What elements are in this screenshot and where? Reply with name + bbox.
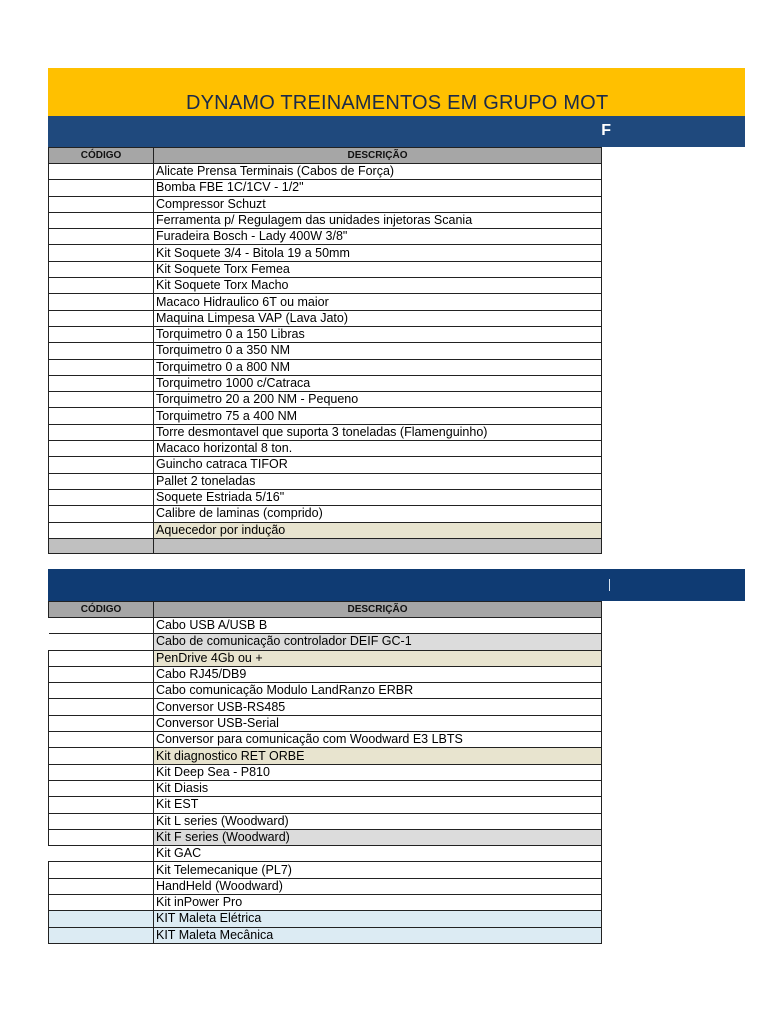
description-cell[interactable]: Kit Soquete Torx Macho xyxy=(154,278,602,294)
table-row xyxy=(49,699,602,715)
description-cell[interactable]: Pallet 2 toneladas xyxy=(154,473,602,489)
description-cell[interactable]: Cabo USB A/USB B xyxy=(154,618,602,634)
table-row xyxy=(49,732,602,748)
code-cell[interactable] xyxy=(49,715,154,731)
description-cell[interactable]: Kit Diasis xyxy=(154,780,602,796)
description-cell[interactable]: Maquina Limpesa VAP (Lava Jato) xyxy=(154,310,602,326)
table-row xyxy=(49,862,602,878)
table-row xyxy=(49,878,602,894)
table-row xyxy=(49,618,602,634)
code-cell[interactable] xyxy=(49,375,154,391)
table-row xyxy=(49,489,602,505)
code-cell[interactable] xyxy=(49,618,154,634)
table-row xyxy=(49,813,602,829)
table-row xyxy=(49,359,602,375)
code-cell[interactable] xyxy=(49,310,154,326)
code-cell[interactable] xyxy=(49,666,154,682)
description-cell[interactable]: Guincho catraca TIFOR xyxy=(154,457,602,473)
code-cell[interactable] xyxy=(49,846,154,862)
section-band-2 xyxy=(48,569,745,601)
description-cell[interactable]: Macaco Hidraulico 6T ou maior xyxy=(154,294,602,310)
table-row xyxy=(49,780,602,796)
code-cell[interactable] xyxy=(49,343,154,359)
code-cell[interactable] xyxy=(49,538,154,553)
description-cell[interactable]: Kit EST xyxy=(154,797,602,813)
table-row xyxy=(49,261,602,277)
description-cell[interactable]: KIT Maleta Mecânica xyxy=(154,927,602,943)
description-cell[interactable]: Kit Telemecanique (PL7) xyxy=(154,862,602,878)
column-header-code[interactable]: CÓDIGO xyxy=(49,602,154,618)
table-row xyxy=(49,457,602,473)
code-cell[interactable] xyxy=(49,473,154,489)
code-cell[interactable] xyxy=(49,245,154,261)
diagnostics-table xyxy=(48,601,602,944)
description-cell[interactable]: Torquimetro 0 a 800 NM xyxy=(154,359,602,375)
description-cell[interactable]: Bomba FBE 1C/1CV - 1/2" xyxy=(154,180,602,196)
description-cell[interactable]: Kit Soquete Torx Femea xyxy=(154,261,602,277)
description-cell[interactable]: HandHeld (Woodward) xyxy=(154,878,602,894)
code-cell[interactable] xyxy=(49,797,154,813)
column-header-description[interactable]: DESCRIÇÃO xyxy=(154,148,602,164)
code-cell[interactable] xyxy=(49,732,154,748)
description-cell[interactable]: PenDrive 4Gb ou + xyxy=(154,650,602,666)
tools-table xyxy=(48,147,602,554)
table-header-row xyxy=(49,148,602,164)
code-cell[interactable] xyxy=(49,911,154,927)
table-row xyxy=(49,522,602,538)
table-row xyxy=(49,650,602,666)
description-cell[interactable]: Torre desmontavel que suporta 3 toneladas (Flamenguinho) xyxy=(154,424,602,440)
code-cell[interactable] xyxy=(49,212,154,228)
column-header-code[interactable]: CÓDIGO xyxy=(49,148,154,164)
column-header-description[interactable]: DESCRIÇÃO xyxy=(154,602,602,618)
table-row xyxy=(49,764,602,780)
band-letter: F xyxy=(601,122,611,139)
table-row xyxy=(49,911,602,927)
code-cell[interactable] xyxy=(49,229,154,245)
description-cell[interactable]: Alicate Prensa Terminais (Cabos de Força) xyxy=(154,164,602,180)
table-row xyxy=(49,375,602,391)
code-cell[interactable] xyxy=(49,489,154,505)
code-cell[interactable] xyxy=(49,359,154,375)
table-row xyxy=(49,326,602,342)
table-header-row xyxy=(49,602,602,618)
description-cell[interactable]: Kit L series (Woodward) xyxy=(154,813,602,829)
table-row xyxy=(49,310,602,326)
code-cell[interactable] xyxy=(49,522,154,538)
code-cell[interactable] xyxy=(49,278,154,294)
table-row xyxy=(49,927,602,943)
code-cell[interactable] xyxy=(49,457,154,473)
table-row xyxy=(49,829,602,845)
code-cell[interactable] xyxy=(49,878,154,894)
description-cell[interactable]: KIT Maleta Elétrica xyxy=(154,911,602,927)
code-cell[interactable] xyxy=(49,764,154,780)
description-cell[interactable]: Kit GAC xyxy=(154,846,602,862)
table-row xyxy=(49,748,602,764)
table-row xyxy=(49,538,602,553)
table-row xyxy=(49,392,602,408)
description-cell[interactable]: Calibre de laminas (comprido) xyxy=(154,506,602,522)
code-cell[interactable] xyxy=(49,326,154,342)
table-row xyxy=(49,715,602,731)
table-row xyxy=(49,473,602,489)
table-row xyxy=(49,424,602,440)
code-cell[interactable] xyxy=(49,164,154,180)
description-cell[interactable]: Kit Deep Sea - P810 xyxy=(154,764,602,780)
table-row xyxy=(49,196,602,212)
table-row xyxy=(49,895,602,911)
table-row xyxy=(49,343,602,359)
code-cell[interactable] xyxy=(49,813,154,829)
description-cell[interactable]: Cabo RJ45/DB9 xyxy=(154,666,602,682)
code-cell[interactable] xyxy=(49,927,154,943)
code-cell[interactable] xyxy=(49,392,154,408)
table-row xyxy=(49,278,602,294)
table-row xyxy=(49,212,602,228)
description-cell[interactable]: Cabo de comunicação controlador DEIF GC-1 xyxy=(154,634,602,650)
description-cell[interactable]: Torquimetro 0 a 350 NM xyxy=(154,343,602,359)
description-cell[interactable]: Aquecedor por indução xyxy=(154,522,602,538)
code-cell[interactable] xyxy=(49,294,154,310)
description-cell[interactable]: Ferramenta p/ Regulagem das unidades injetoras Scania xyxy=(154,212,602,228)
code-cell[interactable] xyxy=(49,862,154,878)
description-cell[interactable]: Torquimetro 1000 c/Catraca xyxy=(154,375,602,391)
code-cell[interactable] xyxy=(49,780,154,796)
description-cell[interactable]: Torquimetro 20 a 200 NM - Pequeno xyxy=(154,392,602,408)
code-cell[interactable] xyxy=(49,506,154,522)
table-row xyxy=(49,180,602,196)
table-row xyxy=(49,441,602,457)
description-cell[interactable]: Macaco horizontal 8 ton. xyxy=(154,441,602,457)
description-cell[interactable]: Compressor Schuzt xyxy=(154,196,602,212)
table-row xyxy=(49,408,602,424)
description-cell[interactable]: Kit diagnostico RET ORBE xyxy=(154,748,602,764)
description-cell[interactable]: Soquete Estriada 5/16" xyxy=(154,489,602,505)
code-cell[interactable] xyxy=(49,699,154,715)
description-cell[interactable]: Furadeira Bosch - Lady 400W 3/8" xyxy=(154,229,602,245)
code-cell[interactable] xyxy=(49,683,154,699)
code-cell[interactable] xyxy=(49,180,154,196)
table-row xyxy=(49,506,602,522)
code-cell[interactable] xyxy=(49,634,154,650)
table-row xyxy=(49,229,602,245)
table-row xyxy=(49,666,602,682)
band-divider xyxy=(609,579,610,591)
code-cell[interactable] xyxy=(49,261,154,277)
description-cell[interactable]: Conversor USB-Serial xyxy=(154,715,602,731)
description-cell[interactable]: Kit inPower Pro xyxy=(154,895,602,911)
table-row xyxy=(49,634,602,650)
code-cell[interactable] xyxy=(49,829,154,845)
description-cell[interactable]: Cabo comunicação Modulo LandRanzo ERBR xyxy=(154,683,602,699)
code-cell[interactable] xyxy=(49,895,154,911)
section-band-1 xyxy=(48,116,745,147)
page-title: DYNAMO TREINAMENTOS EM GRUPO MOT xyxy=(186,92,609,114)
table-row xyxy=(49,294,602,310)
code-cell[interactable] xyxy=(49,650,154,666)
table-row xyxy=(49,846,602,862)
description-cell[interactable]: Conversor USB-RS485 xyxy=(154,699,602,715)
code-cell[interactable] xyxy=(49,424,154,440)
code-cell[interactable] xyxy=(49,748,154,764)
code-cell[interactable] xyxy=(49,196,154,212)
code-cell[interactable] xyxy=(49,441,154,457)
table-row xyxy=(49,797,602,813)
table-row xyxy=(49,245,602,261)
description-cell[interactable]: Conversor para comunicação com Woodward E3 LBTS xyxy=(154,732,602,748)
table-row xyxy=(49,164,602,180)
description-cell[interactable]: Torquimetro 75 a 400 NM xyxy=(154,408,602,424)
code-cell[interactable] xyxy=(49,408,154,424)
description-cell[interactable]: Kit Soquete 3/4 - Bitola 19 a 50mm xyxy=(154,245,602,261)
description-cell[interactable]: Torquimetro 0 a 150 Libras xyxy=(154,326,602,342)
description-cell[interactable] xyxy=(154,538,602,553)
description-cell[interactable]: Kit F series (Woodward) xyxy=(154,829,602,845)
table-row xyxy=(49,683,602,699)
